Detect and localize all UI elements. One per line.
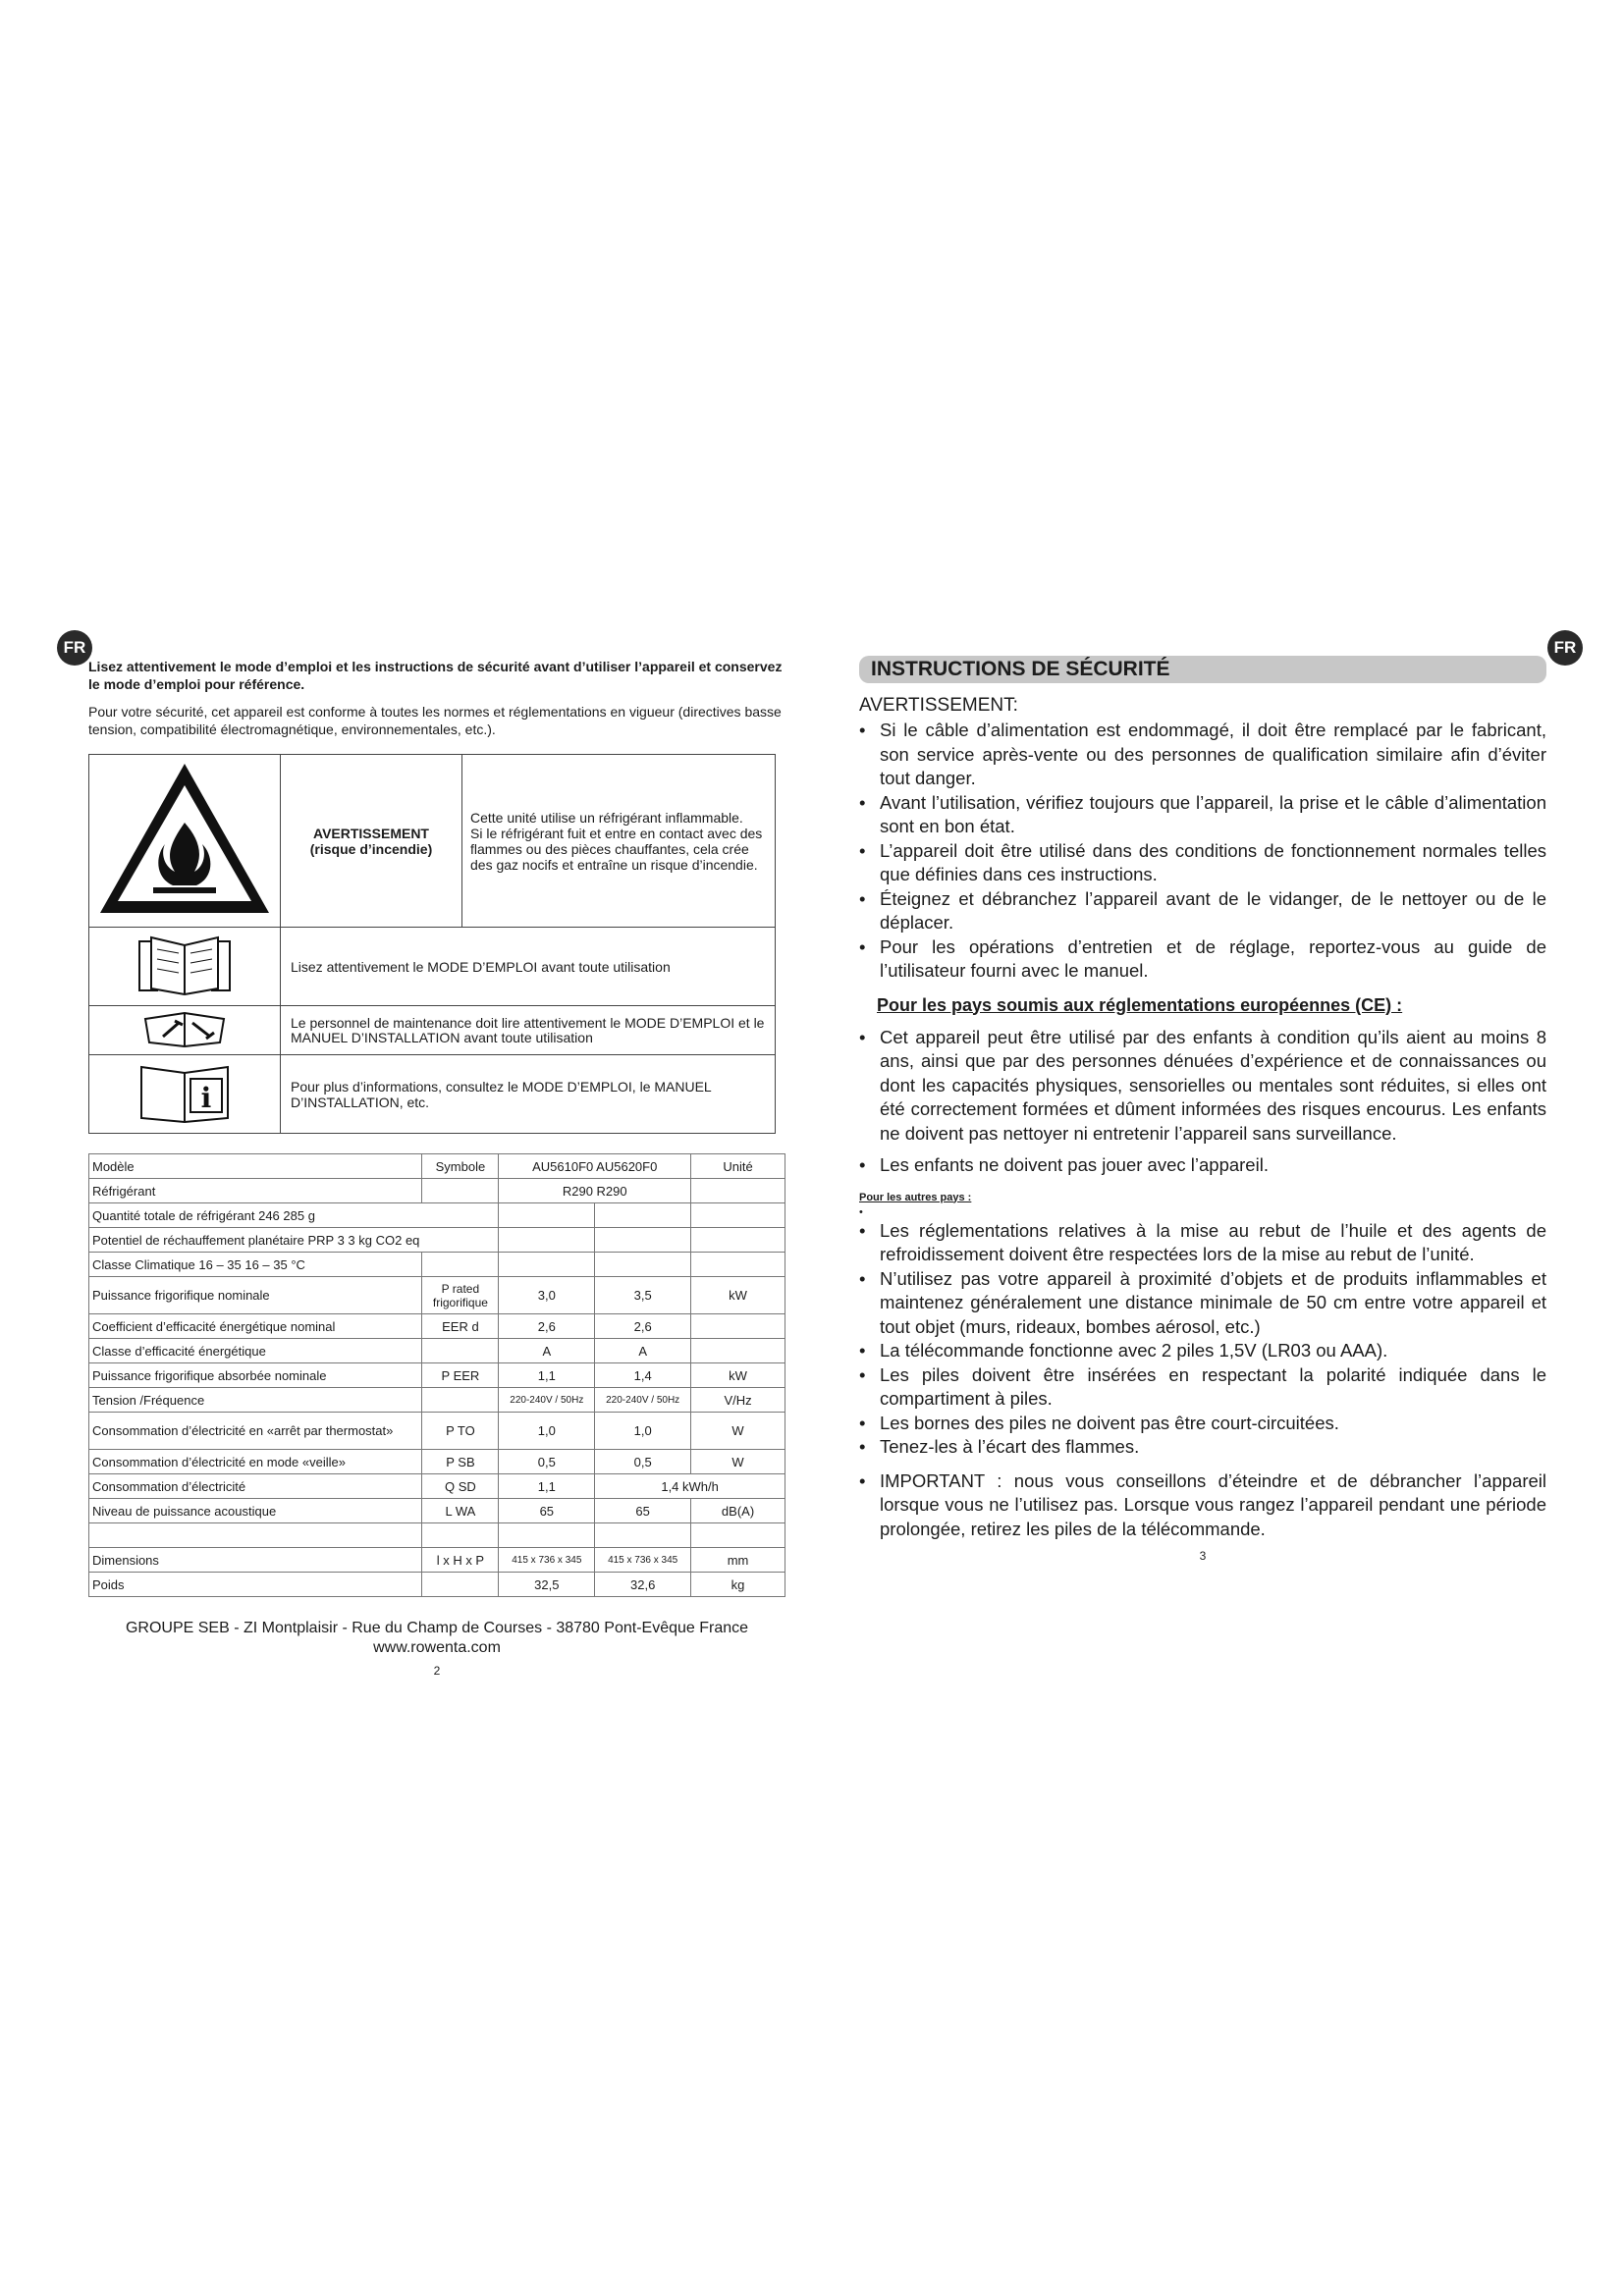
cell: 1,0 xyxy=(499,1413,595,1450)
list-item: • Les enfants ne doivent pas jouer avec l’appareil. xyxy=(859,1153,1546,1178)
table-row xyxy=(89,1450,785,1474)
header-symbol: Symbole xyxy=(422,1154,499,1179)
info-book-icon xyxy=(89,1055,281,1134)
cell: Classe Climatique 16 – 35 16 – 35 °C xyxy=(89,1253,422,1277)
maintenance-manual-icon xyxy=(89,1006,281,1055)
table-row xyxy=(89,1548,785,1573)
list-item: • Les bornes des piles ne doivent pas être court-circuitées. xyxy=(859,1412,1546,1436)
other-countries-heading: Pour les autres pays : xyxy=(859,1191,972,1203)
table-row xyxy=(89,1228,785,1253)
left-page xyxy=(88,658,785,1678)
cell: V/Hz xyxy=(691,1388,785,1413)
svg-text:i: i xyxy=(200,1082,212,1114)
cell: Puissance frigorifique absorbée nominale xyxy=(89,1363,422,1388)
cell: Puissance frigorifique nominale xyxy=(89,1277,422,1314)
intro-bold: Lisez attentivement le mode d’emploi et les instructions de sécurité avant d’utiliser l’appareil et conservez le mode d’emploi pour référence. xyxy=(88,659,783,692)
section-title: INSTRUCTIONS DE SÉCURITÉ xyxy=(859,656,1546,683)
cell: 220-240V / 50Hz xyxy=(595,1388,691,1413)
cell: EER d xyxy=(422,1314,499,1339)
cell: 3,5 xyxy=(595,1277,691,1314)
cell: Q SD xyxy=(422,1474,499,1499)
list-item: • La télécommande fonctionne avec 2 piles 1,5V (LR03 ou AAA). xyxy=(859,1339,1546,1363)
page-number-right: 3 xyxy=(1199,1549,1207,1563)
cell: kW xyxy=(691,1277,785,1314)
list-item: • Cet appareil peut être utilisé par des enfants à condition qu’ils aient au moins 8 ans, ainsi que par des personnes dénuées d’expérience et de connaissances ou dont les capacités physiques, sensorielles ou mentales sont réduites, si elles ont été correctement formées et dûment informées des risques encourus. Les enfants ne doivent pas nettoyer ni entretenir l’appareil sans surveillance. xyxy=(859,1026,1546,1147)
cell: A xyxy=(499,1339,595,1363)
cell: 415 x 736 x 345 xyxy=(499,1548,595,1573)
ce-list xyxy=(859,1026,1546,1178)
info-instruction: Pour plus d’informations, consultez le MODE D’EMPLOI, le MANUEL D’INSTALLATION, etc. xyxy=(281,1055,776,1134)
cell: 65 xyxy=(499,1499,595,1523)
cell: 32,6 xyxy=(595,1573,691,1597)
list-item: • Avant l’utilisation, vérifiez toujours que l’appareil, la prise et le câble d’alimentation sont en bon état. xyxy=(859,791,1546,839)
warning-table xyxy=(88,754,776,1134)
cell: W xyxy=(691,1413,785,1450)
list-item: • Les piles doivent être insérées en respectant la polarité indiquée dans le compartiment à piles. xyxy=(859,1363,1546,1412)
cell: dB(A) xyxy=(691,1499,785,1523)
right-page xyxy=(859,656,1546,1563)
table-row xyxy=(89,1499,785,1523)
cell: 65 xyxy=(595,1499,691,1523)
table-row xyxy=(89,1203,785,1228)
cell: Tension /Fréquence xyxy=(89,1388,422,1413)
list-item: • IMPORTANT : nous vous conseillons d’éteindre et de débrancher l’appareil lorsque vous ne l’utilisez pas. Lorsque vous rangez l’appareil pendant une période prolongée, retirez les piles de la télécommande. xyxy=(859,1469,1546,1542)
intro-text: Pour votre sécurité, cet appareil est conforme à toutes les normes et réglementations en vigueur (directives basse tension, compatibilité électromagnétique, environnementales, etc.). xyxy=(88,704,782,737)
page-number-left: 2 xyxy=(433,1664,441,1678)
address-line: GROUPE SEB - ZI Montplaisir - Rue du Champ de Courses - 38780 Pont-Evêque France xyxy=(125,1620,749,1636)
cell: Classe d’efficacité énergétique xyxy=(89,1339,422,1363)
header-model: Modèle xyxy=(89,1154,422,1179)
table-row xyxy=(89,1277,785,1314)
safety-list-3 xyxy=(859,1469,1546,1542)
cell: W xyxy=(691,1450,785,1474)
language-badge-left: FR xyxy=(57,630,92,666)
header-unit: Unité xyxy=(691,1154,785,1179)
cell: Coefficient d’efficacité énergétique nominal xyxy=(89,1314,422,1339)
ce-heading: Pour les pays soumis aux réglementations européennes (CE) : xyxy=(877,994,1403,1015)
list-item: • Éteignez et débranchez l’appareil avant de le vidanger, de le nettoyer ou de le déplacer. xyxy=(859,887,1546,935)
cell: 2,6 xyxy=(499,1314,595,1339)
list-item: • Les réglementations relatives à la mise au rebut de l’huile et des agents de refroidissement doivent être respectées lors de la mise au rebut de l’unité. xyxy=(859,1219,1546,1267)
table-row xyxy=(89,1154,785,1179)
cell: 0,5 xyxy=(595,1450,691,1474)
cell: P TO xyxy=(422,1413,499,1450)
table-row xyxy=(89,1363,785,1388)
warning-description: Cette unité utilise un réfrigérant inflammable. Si le réfrigérant fuit et entre en contact avec des flammes ou des pièces chauffantes, cela crée des gaz nocifs et entraîne un risque d’incendie. xyxy=(462,755,776,928)
header-models: AU5610F0 AU5620F0 xyxy=(499,1154,691,1179)
cell: 0,5 xyxy=(499,1450,595,1474)
website-link[interactable]: www.rowenta.com xyxy=(373,1639,501,1656)
table-row xyxy=(89,1474,785,1499)
cell: kg xyxy=(691,1573,785,1597)
cell: 3,0 xyxy=(499,1277,595,1314)
company-address xyxy=(88,1619,785,1658)
cell: P rated frigorifique xyxy=(422,1277,499,1314)
language-badge-right: FR xyxy=(1547,630,1583,666)
table-row xyxy=(89,1314,785,1339)
cell: Poids xyxy=(89,1573,422,1597)
cell: Consommation d’électricité en mode «veille» xyxy=(89,1450,422,1474)
list-item: • L’appareil doit être utilisé dans des conditions de fonctionnement normales telles que définies dans ces instructions. xyxy=(859,839,1546,887)
cell: P SB xyxy=(422,1450,499,1474)
cell: Consommation d’électricité xyxy=(89,1474,422,1499)
manual-instruction: Lisez attentivement le MODE D’EMPLOI avant toute utilisation xyxy=(281,928,776,1006)
cell: 220-240V / 50Hz xyxy=(499,1388,595,1413)
cell: kW xyxy=(691,1363,785,1388)
cell: Potentiel de réchauffement planétaire PRP 3 3 kg CO2 eq xyxy=(89,1228,499,1253)
table-row xyxy=(89,1253,785,1277)
cell: 415 x 736 x 345 xyxy=(595,1548,691,1573)
table-row xyxy=(89,1339,785,1363)
cell: L WA xyxy=(422,1499,499,1523)
list-item: • Tenez-les à l’écart des flammes. xyxy=(859,1435,1546,1460)
cell: R290 R290 xyxy=(499,1179,691,1203)
table-row xyxy=(89,1573,785,1597)
cell: mm xyxy=(691,1548,785,1573)
list-item: • Pour les opérations d’entretien et de réglage, reportez-vous au guide de l’utilisateur fourni avec le manuel. xyxy=(859,935,1546,984)
cell: Consommation d’électricité en «arrêt par thermostat» xyxy=(89,1413,422,1450)
cell: 1,1 xyxy=(499,1474,595,1499)
list-item: • N’utilisez pas votre appareil à proximité d’objets et de produits inflammables et maintenez généralement une distance minimale de 50 cm entre votre appareil et tout objet (murs, rideaux, bombes aérosol, etc.) xyxy=(859,1267,1546,1340)
warning-heading: AVERTISSEMENT: xyxy=(859,695,1018,716)
table-row xyxy=(89,1413,785,1450)
cell: Réfrigérant xyxy=(89,1179,422,1203)
cell: 1,0 xyxy=(595,1413,691,1450)
spec-table xyxy=(88,1153,785,1597)
cell: 1,4 kWh/h xyxy=(595,1474,785,1499)
list-item: • Si le câble d’alimentation est endommagé, il doit être remplacé par le fabricant, son service après-vente ou des personnes de qualification similaire afin d’éviter tout danger. xyxy=(859,719,1546,791)
cell: Quantité totale de réfrigérant 246 285 g xyxy=(89,1203,499,1228)
safety-list-2 xyxy=(859,1219,1546,1460)
safety-list-1 xyxy=(859,719,1546,984)
cell: A xyxy=(595,1339,691,1363)
cell: 1,1 xyxy=(499,1363,595,1388)
cell: Dimensions xyxy=(89,1548,422,1573)
cell: l x H x P xyxy=(422,1548,499,1573)
book-icon xyxy=(89,928,281,1006)
cell: 1,4 xyxy=(595,1363,691,1388)
fire-warning-icon xyxy=(89,755,281,928)
maintenance-instruction: Le personnel de maintenance doit lire attentivement le MODE D’EMPLOI et le MANUEL D’INSTALLATION avant toute utilisation xyxy=(281,1006,776,1055)
table-row xyxy=(89,1179,785,1203)
cell: 2,6 xyxy=(595,1314,691,1339)
cell: Niveau de puissance acoustique xyxy=(89,1499,422,1523)
cell: 32,5 xyxy=(499,1573,595,1597)
table-row xyxy=(89,1388,785,1413)
warning-label: AVERTISSEMENT (risque d’incendie) xyxy=(281,755,462,928)
table-row xyxy=(89,1523,785,1548)
cell: P EER xyxy=(422,1363,499,1388)
